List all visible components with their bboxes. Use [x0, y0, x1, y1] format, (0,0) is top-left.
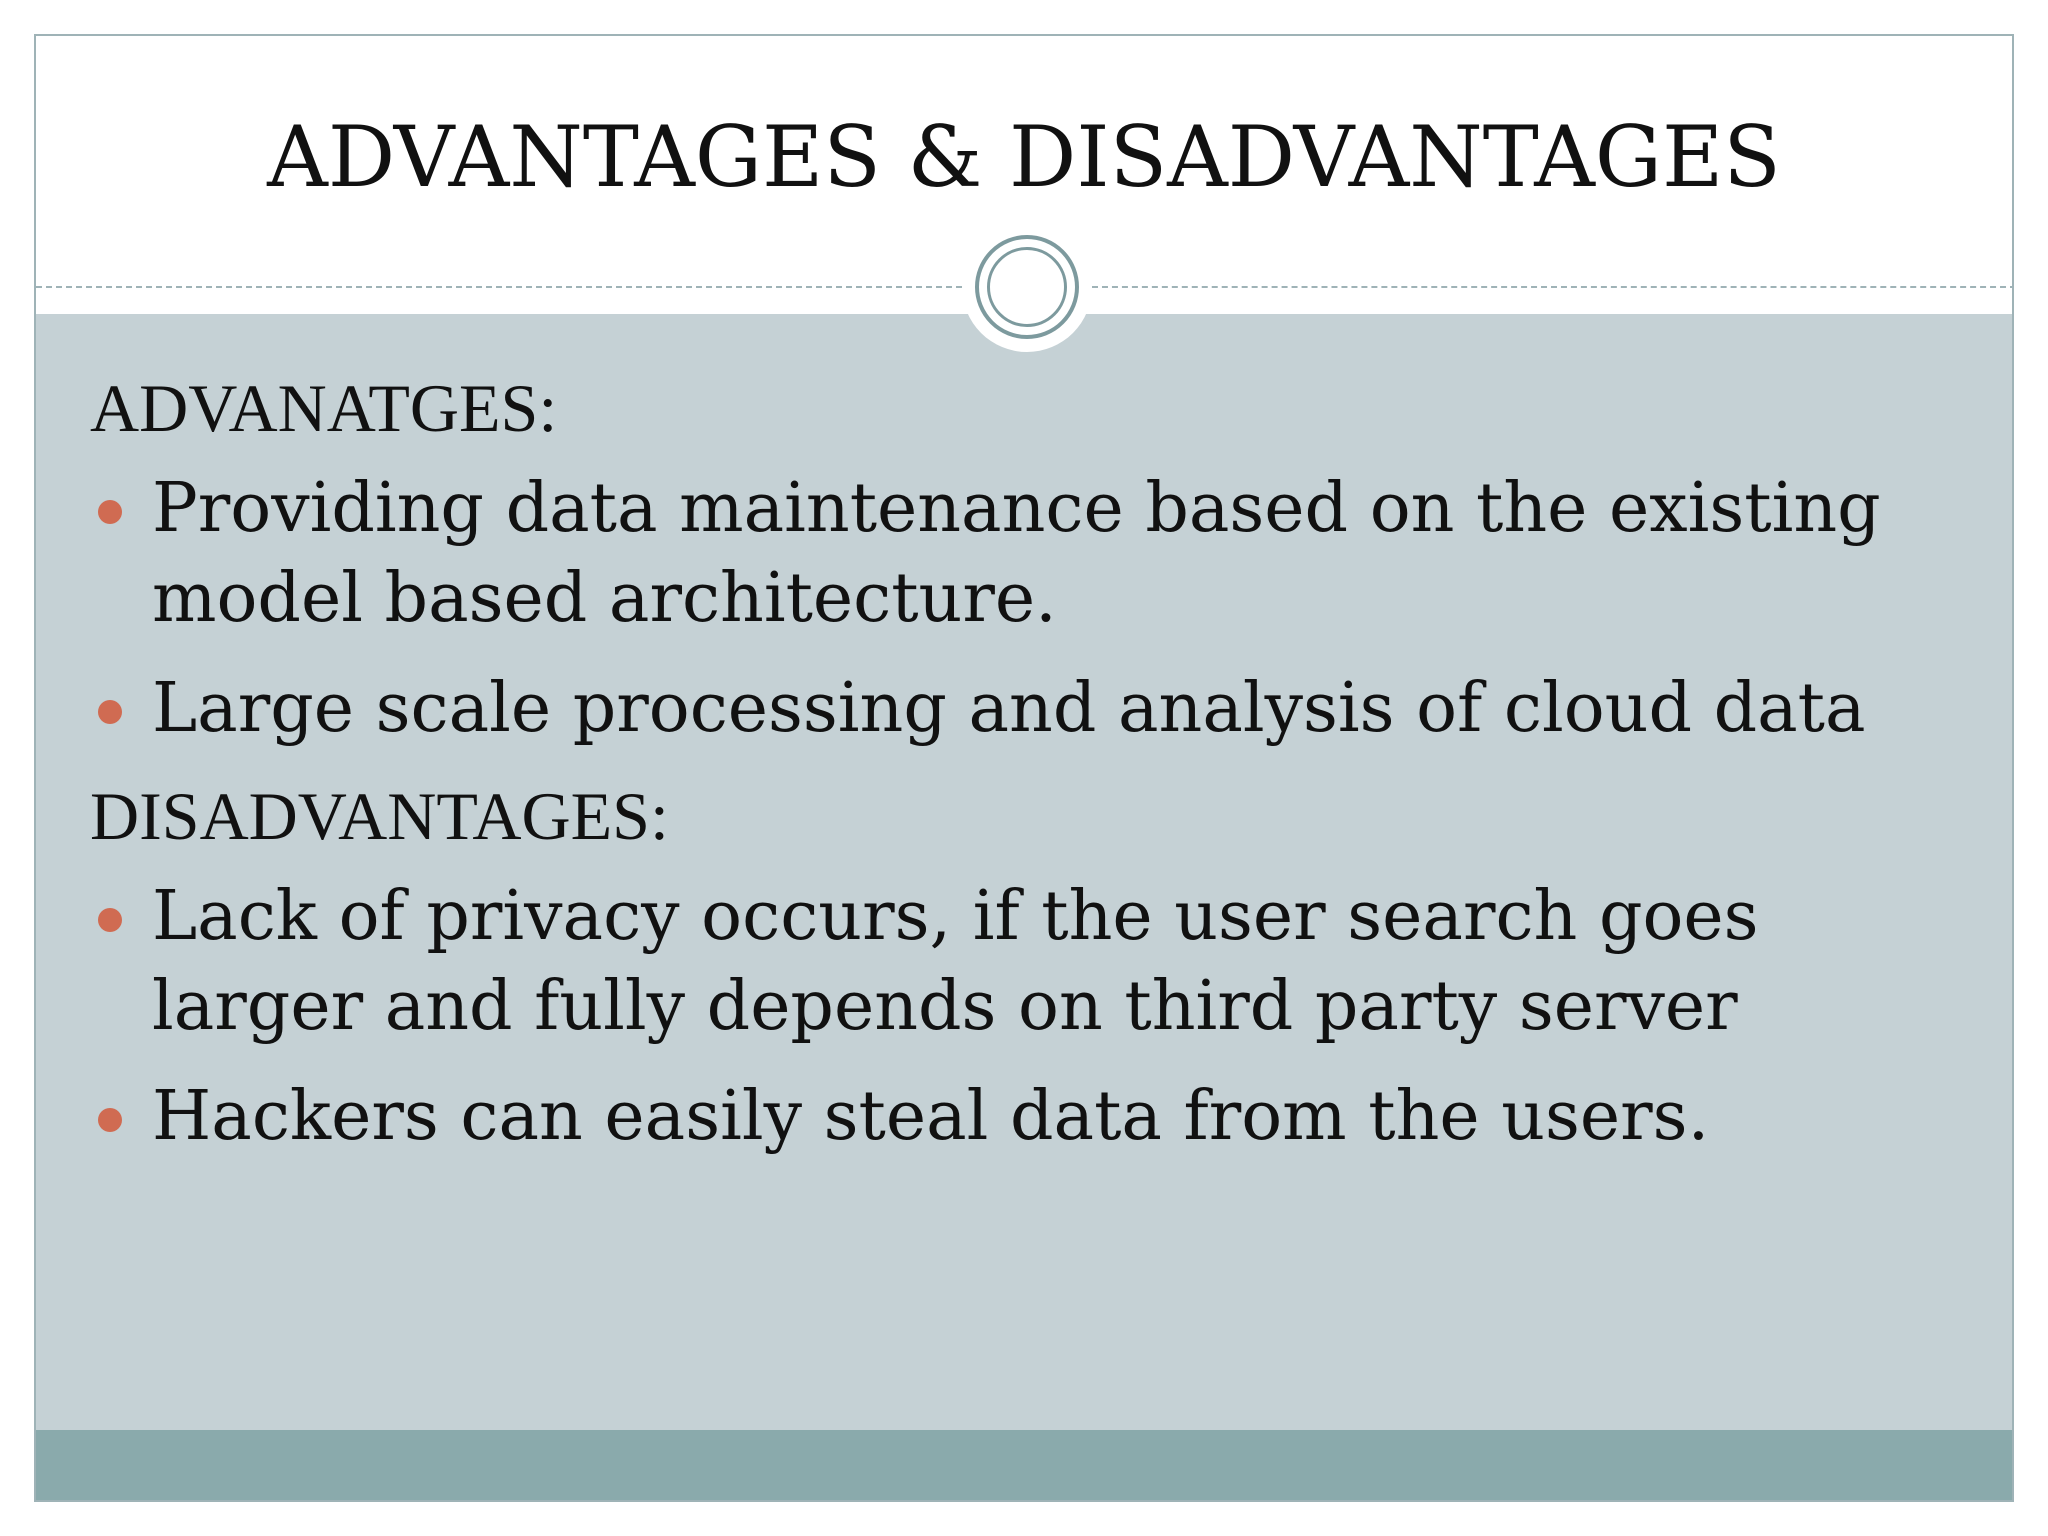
- circle-ornament-icon: [975, 235, 1079, 339]
- disadvantage-item-text: Lack of privacy occurs, if the user search goes larger and fully depends on third party server: [152, 877, 1759, 1046]
- inner-ring: [987, 247, 1067, 327]
- slide: [34, 34, 2014, 1502]
- slide-title: ADVANTAGES & DISADVANTAGES: [267, 108, 1781, 206]
- bullet-icon: [98, 500, 122, 524]
- title-divider-right: [1092, 286, 2014, 288]
- disadvantage-item: [90, 1072, 1970, 1162]
- disadvantages-heading: DISADVANTAGES:: [90, 778, 669, 854]
- advantage-item-text: Providing data maintenance based on the existing model based architecture.: [152, 469, 1881, 638]
- footer-bar: [36, 1430, 2012, 1500]
- slide-content: [90, 366, 1970, 1182]
- bullet-icon: [98, 908, 122, 932]
- bullet-icon: [98, 1108, 122, 1132]
- advantage-item: [90, 464, 1970, 644]
- advantages-heading: ADVANATGES:: [90, 370, 558, 446]
- disadvantage-item: [90, 872, 1970, 1052]
- bullet-icon: [98, 700, 122, 724]
- disadvantage-item-text: Hackers can easily steal data from the users.: [152, 1077, 1710, 1156]
- advantage-item-text: Large scale processing and analysis of cloud data: [152, 669, 1866, 748]
- title-divider-left: [36, 286, 962, 288]
- advantage-item: [90, 664, 1970, 754]
